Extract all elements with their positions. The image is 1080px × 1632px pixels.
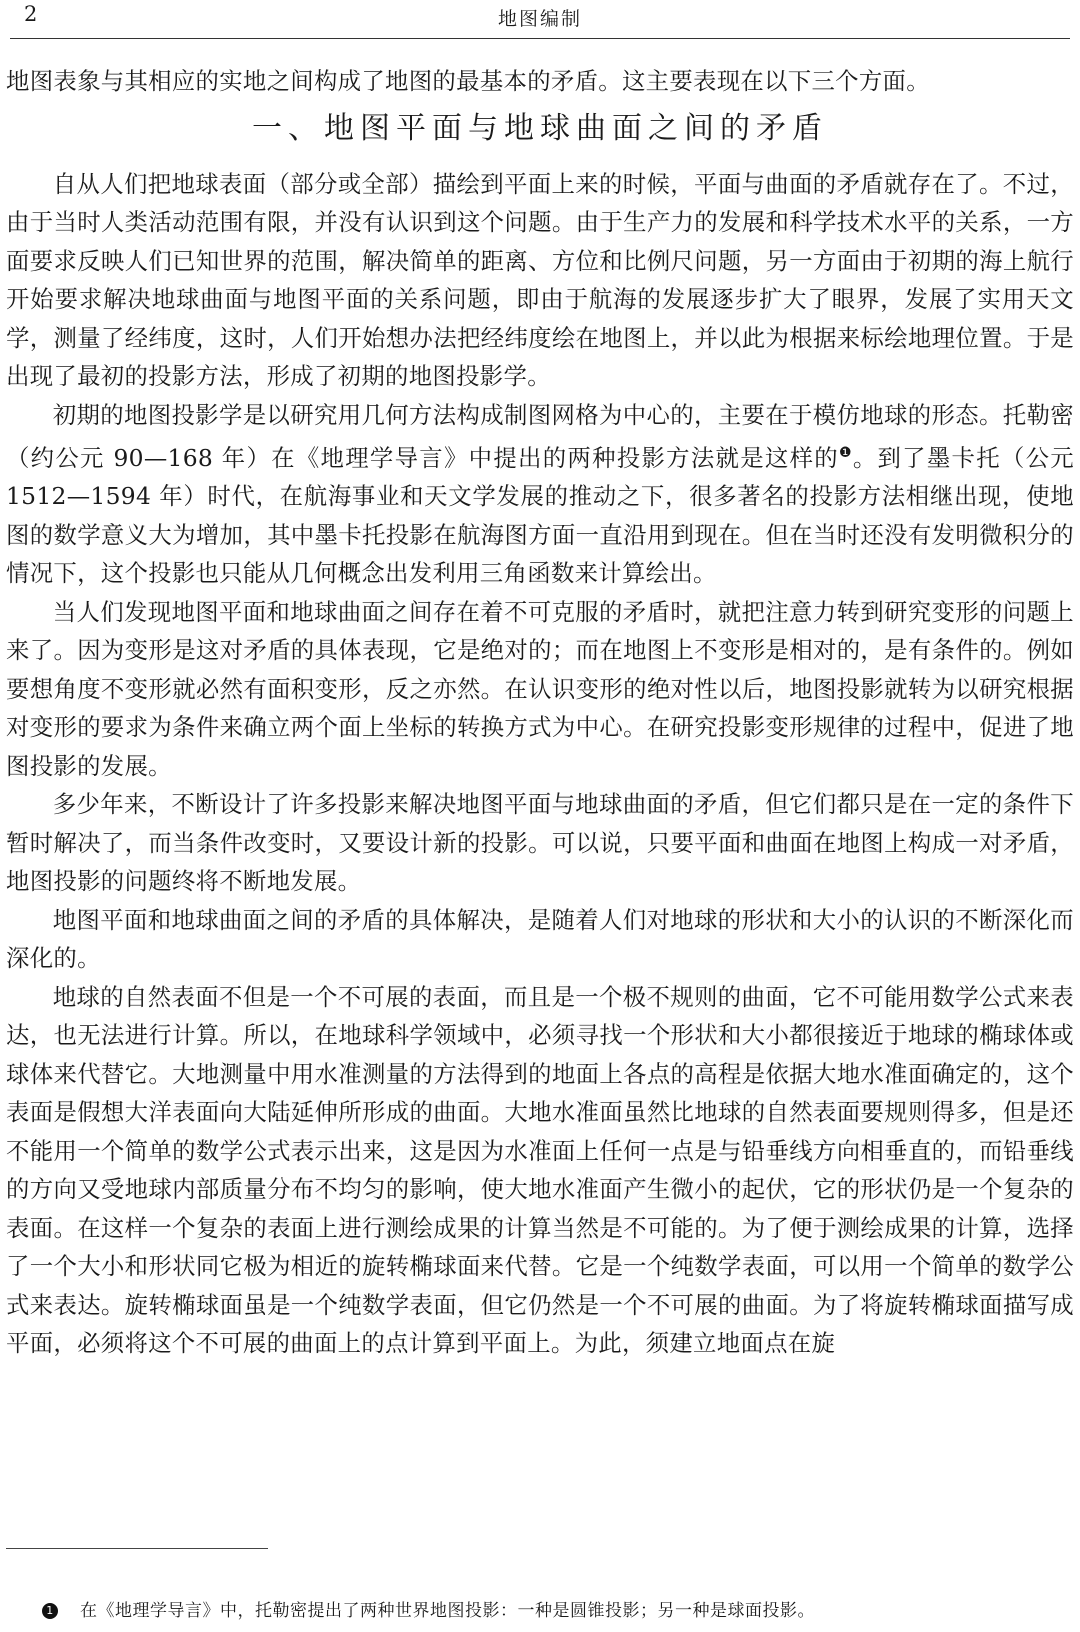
running-header (10, 0, 1070, 39)
paragraph-5: 地图平面和地球曲面之间的矛盾的具体解决，是随着人们对地球的形状和大小的认识的不断深化而深化的。 (6, 905, 1074, 973)
footnote-reference-marker[interactable]: ❶ (838, 445, 853, 461)
paragraph-2 (6, 396, 1074, 593)
footnote-number: 1 (42, 1603, 58, 1619)
footnote-text: 在《地理学导言》中，托勒密提出了两种世界地图投影：一种是圆锥投影；另一种是球面投影。 (80, 1601, 815, 1621)
footnote (42, 1596, 815, 1621)
paragraph-2-part-2: 。到了墨卡托（公元 1512—1594 年）时代，在航海事业和天文学发展的推动之下，很多著名的投影方法相继出现，使地图的数学意义大为增加，其中墨卡托投影在航海图方面一直沿用到现在。但在当时还没有发明微积分的情况下，这个投影也只能从几何概念出发利用三角函数来计算绘出。 (6, 443, 1074, 588)
paragraph-3: 当人们发现地图平面和地球曲面之间存在着不可克服的矛盾时，就把注意力转到研究变形的问题上来了。因为变形是这对矛盾的具体表现，它是绝对的；而在地图上不变形是相对的，是有条件的。例如要想角度不变形就必然有面积变形，反之亦然。在认识变形的绝对性以后，地图投影就转为以研究根据对变形的要求为条件来确立两个面上坐标的转换方式为中心。在研究投影变形规律的过程中，促进了地图投影的发展。 (6, 597, 1074, 780)
page-number: 2 (24, 2, 38, 26)
paragraph-6: 地球的自然表面不但是一个不可展的表面，而且是一个极不规则的曲面，它不可能用数学公式来表达，也无法进行计算。所以，在地球科学领域中，必须寻找一个形状和大小都很接近于地球的椭球体或球体来代替它。大地测量中用水准测量的方法得到的地面上各点的高程是依据大地水准面确定的，这个表面是假想大洋表面向大陆延伸所形成的曲面。大地水准面虽然比地球的自然表面要规则得多，但是还不能用一个简单的数学公式表示出来，这是因为水准面上任何一点是与铅垂线方向相垂直的，而铅垂线的方向又受地球内部质量分布不均匀的影响，使大地水准面产生微小的起伏，它的形状仍是一个复杂的表面。在这样一个复杂的表面上进行测绘成果的计算当然是不可能的。为了便于测绘成果的计算，选择了一个大小和形状同它极为相近的旋转椭球面来代替。它是一个纯数学表面，可以用一个简单的数学公式来表达。旋转椭球面虽是一个纯数学表面，但它仍然是一个不可展的曲面。为了将旋转椭球面描写成平面，必须将这个不可展的曲面上的点计算到平面上。为此，须建立地面点在旋 (6, 982, 1074, 1358)
body-text (6, 62, 1074, 1363)
paragraph-2-part-1: 初期的地图投影学是以研究用几何方法构成制图网格为中心的，主要在于模仿地球的形态。托勒密（约公元 90—168 年）在《地理学导言》中提出的两种投影方法就是这样的 (6, 400, 1074, 472)
section-heading: 一、地图平面与地球曲面之间的矛盾 (252, 110, 828, 146)
footnote-divider (6, 1548, 268, 1549)
running-title: 地图编制 (497, 8, 582, 30)
paragraph-1: 自从人们把地球表面（部分或全部）描绘到平面上来的时候，平面与曲面的矛盾就存在了。不过，由于当时人类活动范围有限，并没有认识到这个问题。由于生产力的发展和科学技术水平的关系，一方面要求反映人们已知世界的范围，解决简单的距离、方位和比例尺问题，另一方面由于初期的海上航行开始要求解决地球曲面与地图平面的关系问题，即由于航海的发展逐步扩大了眼界，发展了实用天文学，测量了经纬度，这时，人们开始想办法把经纬度绘在地图上，并以此为根据来标绘地理位置。于是出现了最初的投影方法，形成了初期的地图投影学。 (6, 169, 1074, 390)
intro-paragraph: 地图表象与其相应的实地之间构成了地图的最基本的矛盾。这主要表现在以下三个方面。 (6, 67, 930, 95)
paragraph-4: 多少年来，不断设计了许多投影来解决地图平面与地球曲面的矛盾，但它们都只是在一定的条件下暂时解决了，而当条件改变时，又要设计新的投影。可以说，只要平面和曲面在地图上构成一对矛盾，地图投影的问题终将不断地发展。 (6, 790, 1074, 896)
